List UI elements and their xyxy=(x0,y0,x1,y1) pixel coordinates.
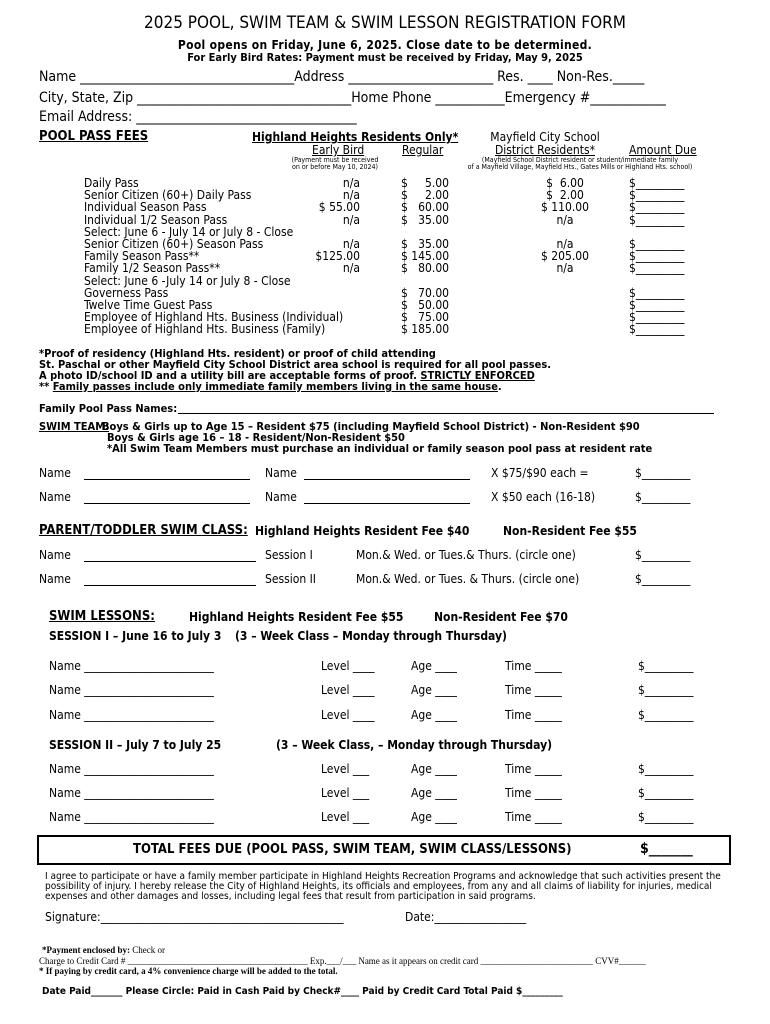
swim-team-name-label-4: Name xyxy=(265,490,297,504)
pool-row-regular: $ 80.00 xyxy=(401,261,450,276)
swim-team-name-field[interactable] xyxy=(84,479,250,480)
toddler-heading: PARENT/TODDLER SWIM CLASS: xyxy=(39,523,248,538)
pool-row-early: $ 55.00 xyxy=(318,200,360,215)
lesson-age-field[interactable]: Age ____ xyxy=(411,708,457,722)
lesson-level-field[interactable]: Level ____ xyxy=(321,708,375,722)
lesson-level-field[interactable]: Level ____ xyxy=(321,659,375,673)
pool-row-regular: $ 5.00 xyxy=(401,176,450,190)
toddler-amount-2[interactable]: $_________ xyxy=(635,572,691,586)
toddler-session-1: Session I xyxy=(265,548,313,562)
family-names-label: Family Pool Pass Names: xyxy=(39,402,178,415)
swim-team-name-field-3[interactable] xyxy=(84,503,250,504)
lesson-amount-field[interactable]: $_________ xyxy=(638,659,694,673)
toddler-name-label-1: Name xyxy=(39,548,71,562)
pool-row-amount[interactable]: $_________ xyxy=(629,200,685,215)
pool-row-regular: $ 2.00 xyxy=(401,188,450,203)
swim-team-amount-2[interactable]: $_________ xyxy=(635,490,691,504)
amount-due-col: Amount Due xyxy=(629,143,697,157)
contact-city-row[interactable]: City, State, Zip __________________________________Home Phone ___________Emergency #____________ xyxy=(39,90,666,106)
lesson-level-field[interactable]: Level ___ xyxy=(321,762,370,776)
pool-row-label: Select: June 6 -July 14 or July 8 - Close xyxy=(84,273,291,288)
toddler-days-2[interactable]: Mon.& Wed. or Tues. & Thurs. (circle one) xyxy=(356,572,580,586)
lesson-amount-field[interactable]: $_________ xyxy=(638,762,694,776)
waiver-line-1: I agree to participate or have a family member participate in Highland Heights Recreation Programs and acknowledge that such activities present the xyxy=(45,871,721,882)
pool-row-label: Family 1/2 Season Pass** xyxy=(84,261,221,276)
pool-row-mayfield: $ 205.00 xyxy=(540,249,590,264)
pool-row-label: Twelve Time Guest Pass xyxy=(84,298,213,312)
toddler-session-2: Session II xyxy=(265,572,316,586)
waiver-line-3: expenses and other damages and losses, including legal fees that result from participation in said programs. xyxy=(45,891,536,902)
lesson-time-field[interactable]: Time _____ xyxy=(505,683,562,697)
pool-row-amount[interactable]: $_________ xyxy=(629,188,685,203)
lesson-time-field[interactable]: Time _____ xyxy=(505,762,562,776)
toddler-name-field-2[interactable] xyxy=(84,585,256,586)
pool-row-regular: $ 35.00 xyxy=(401,212,450,227)
mayfield-sub: District Residents* xyxy=(494,143,596,157)
lesson-name-field[interactable]: Name ________________________ xyxy=(49,810,214,824)
lesson-name-field[interactable]: Name ________________________ xyxy=(49,683,214,697)
lesson-time-field[interactable]: Time _____ xyxy=(505,810,562,824)
lessons-heading: SWIM LESSONS: xyxy=(49,609,155,624)
lesson-amount-field[interactable]: $_________ xyxy=(638,683,694,697)
toddler-res-fee: Highland Heights Resident Fee $40 xyxy=(255,524,470,538)
pool-row-mayfield: n/a xyxy=(556,212,574,227)
pool-row-label: Individual Season Pass xyxy=(84,200,207,215)
pool-row-regular: $ 35.00 xyxy=(401,237,450,251)
pool-row-mayfield: $ 6.00 xyxy=(546,176,584,190)
date-field[interactable]: Date:_________________ xyxy=(405,910,527,924)
lessons-session-2-note: (3 – Week Class, – Monday through Thursday) xyxy=(276,738,553,752)
lesson-name-field[interactable]: Name ________________________ xyxy=(49,762,214,776)
payment-enclosed-label: *Payment enclosed by: xyxy=(42,945,130,955)
lesson-amount-field[interactable]: $_________ xyxy=(638,786,694,800)
pool-row-amount[interactable]: $_________ xyxy=(629,261,685,276)
regular-col: Regular xyxy=(402,143,444,157)
pool-pass-heading: POOL PASS FEES xyxy=(39,129,149,144)
convenience-charge-note: * If paying by credit card, a 4% convenience charge will be added to the total. xyxy=(39,966,338,976)
swim-team-fee-2: X $50 each (16-18) xyxy=(491,490,596,504)
swim-team-line-1: Boys & Girls up to Age 15 – Resident $75 (including Mayfield School District) - Non-Resident $90 xyxy=(102,420,640,433)
lesson-age-field[interactable]: Age ____ xyxy=(411,762,457,776)
family-note-text: Family passes include only immediate family members living in the same house xyxy=(52,380,498,393)
lesson-amount-field[interactable]: $_________ xyxy=(638,708,694,722)
pool-row-label: Governess Pass xyxy=(84,285,169,300)
pool-row-early: n/a xyxy=(342,261,360,276)
pool-row-amount[interactable]: $_________ xyxy=(629,237,685,251)
toddler-nonres-fee: Non-Resident Fee $55 xyxy=(503,524,637,538)
pool-row-label: Individual 1/2 Season Pass xyxy=(84,212,228,227)
pool-row-regular: $ 75.00 xyxy=(401,310,450,325)
swim-team-line-2: Boys & Girls age 16 – 18 - Resident/Non-Resident $50 xyxy=(107,431,405,444)
total-label: TOTAL FEES DUE (POOL PASS, SWIM TEAM, SWIM CLASS/LESSONS) xyxy=(133,842,572,857)
form-title: 2025 POOL, SWIM TEAM & SWIM LESSON REGISTRATION FORM xyxy=(144,13,626,33)
lesson-name-field[interactable]: Name ________________________ xyxy=(49,786,214,800)
contact-name-row[interactable]: Name __________________________________Address _______________________ Res. ____ Non-Res._____ xyxy=(39,69,645,85)
lesson-age-field[interactable]: Age ____ xyxy=(411,786,457,800)
swim-team-name-field-2[interactable] xyxy=(304,479,470,480)
pool-row-mayfield: n/a xyxy=(556,261,574,276)
credit-card-line[interactable]: Charge to Credit Card # ________________________________________ Exp.___/___ Name as it appears on credit card _________________________ CVV#______ xyxy=(39,956,646,966)
lesson-age-field[interactable]: Age ____ xyxy=(411,683,457,697)
waiver-line-2: possibility of injury. I hereby release the City of Highland Heights, its officials and employees, from any and all claims of liability for injuries, medical xyxy=(45,881,712,892)
lessons-res-fee: Highland Heights Resident Fee $55 xyxy=(189,610,404,624)
mayfield-heading: Mayfield City School xyxy=(490,130,600,144)
pool-row-mayfield: $ 110.00 xyxy=(540,200,590,215)
lesson-name-field[interactable]: Name ________________________ xyxy=(49,659,214,673)
pool-row-label: Senior Citizen (60+) Season Pass xyxy=(84,237,264,251)
pool-row-early: n/a xyxy=(342,176,360,190)
family-names-line[interactable] xyxy=(178,413,714,414)
pool-row-early: n/a xyxy=(342,188,360,203)
mayfield-note-1: (Mayfield School District resident or student/immediate family xyxy=(481,156,679,164)
early-bird-line: For Early Bird Rates: Payment must be received by Friday, May 9, 2025 xyxy=(187,51,583,64)
swim-team-fee-1: X $75/$90 each = xyxy=(491,466,589,480)
pool-row-regular: $ 145.00 xyxy=(401,249,450,264)
toddler-amount-1[interactable]: $_________ xyxy=(635,548,691,562)
total-amount[interactable]: $_______ xyxy=(640,841,693,857)
family-note xyxy=(39,380,502,393)
pool-row-regular: $ 50.00 xyxy=(401,298,450,312)
lesson-age-field[interactable]: Age ____ xyxy=(411,810,457,824)
pool-row-early: $125.00 xyxy=(315,249,360,264)
pool-row-label: Family Season Pass** xyxy=(84,249,200,264)
lesson-level-field[interactable]: Level ___ xyxy=(321,810,370,824)
pool-row-amount[interactable]: $_________ xyxy=(629,212,685,227)
toddler-days-1[interactable]: Mon.& Wed. or Tues.& Thurs. (circle one) xyxy=(356,548,576,562)
residency-note-1: *Proof of residency (Highland Hts. resident) or proof of child attending xyxy=(39,347,436,360)
contact-email-row[interactable]: Email Address: ___________________________________ xyxy=(39,109,357,125)
pool-row-regular: $ 70.00 xyxy=(401,285,450,300)
pool-row-label: Select: June 6 - July 14 or July 8 - Close xyxy=(84,224,294,239)
lesson-time-field[interactable]: Time _____ xyxy=(505,786,562,800)
lesson-level-field[interactable]: Level ___ xyxy=(321,786,370,800)
payment-enclosed xyxy=(42,945,165,955)
lessons-session-2: SESSION II – July 7 to July 25 xyxy=(49,738,222,752)
swim-team-name-label-2: Name xyxy=(265,466,297,480)
pool-row-early: n/a xyxy=(342,212,360,227)
photo-id-note: A photo ID/school ID and a utility bill are acceptable forms of proof. xyxy=(39,369,421,382)
lesson-age-field[interactable]: Age ____ xyxy=(411,659,457,673)
pool-row-amount[interactable]: $_________ xyxy=(629,298,685,312)
early-bird-col: Early Bird xyxy=(312,143,365,157)
early-note-1: (Payment must be received xyxy=(291,156,379,164)
swim-team-amount-1[interactable]: $_________ xyxy=(635,466,691,480)
payment-check-option[interactable]: Check or xyxy=(130,945,165,955)
lesson-name-field[interactable]: Name ________________________ xyxy=(49,708,214,722)
lessons-session-1-note: (3 – Week Class – Monday through Thursday) xyxy=(235,629,507,643)
swim-team-name-label-3: Name xyxy=(39,490,71,504)
residency-note-2: St. Paschal or other Mayfield City School District area school is required for all pool passes. xyxy=(39,358,551,371)
lessons-nonres-fee: Non-Resident Fee $70 xyxy=(434,610,568,624)
pool-row-regular: $ 185.00 xyxy=(401,322,450,337)
office-use-line[interactable]: Date Paid_______ Please Circle: Paid in Cash Paid by Check#____ Paid by Credit Card Total Paid $_________ xyxy=(42,986,563,997)
signature-field[interactable]: Signature:_____________________________________________ xyxy=(45,910,344,924)
family-note-star: ** xyxy=(39,380,53,393)
pool-row-amount[interactable]: $_________ xyxy=(629,322,685,337)
pool-row-label: Daily Pass xyxy=(84,176,139,190)
pool-row-amount[interactable]: $_________ xyxy=(629,249,685,264)
pool-row-amount[interactable]: $_________ xyxy=(629,285,685,300)
pool-row-label: Employee of Highland Hts. Business (Individual) xyxy=(84,310,344,325)
pool-row-regular: $ 60.00 xyxy=(401,200,450,215)
pool-row-early: n/a xyxy=(342,237,360,251)
hh-heading: Highland Heights Residents Only* xyxy=(252,130,459,144)
pool-row-label: Employee of Highland Hts. Business (Family) xyxy=(84,322,326,337)
swim-team-line-3: *All Swim Team Members must purchase an individual or family season pool pass at resident rate xyxy=(107,442,653,455)
mayfield-note-2: of a Mayfield Village, Mayfield Hts., Gates Mills or Highland Hts. school) xyxy=(467,163,693,171)
pool-row-mayfield: n/a xyxy=(556,237,574,251)
family-note-period: . xyxy=(497,380,502,393)
lesson-amount-field[interactable]: $_________ xyxy=(638,810,694,824)
lesson-level-field[interactable]: Level ____ xyxy=(321,683,375,697)
pool-row-mayfield: $ 2.00 xyxy=(546,188,584,203)
strictly-enforced: STRICTLY ENFORCED xyxy=(420,369,535,382)
lesson-time-field[interactable]: Time _____ xyxy=(505,659,562,673)
swim-team-label: SWIM TEAM: xyxy=(39,420,110,433)
toddler-name-label-2: Name xyxy=(39,572,71,586)
lesson-time-field[interactable]: Time _____ xyxy=(505,708,562,722)
toddler-name-field-1[interactable] xyxy=(84,561,256,562)
pool-row-amount[interactable]: $_________ xyxy=(629,310,685,325)
swim-team-name-label: Name xyxy=(39,466,71,480)
pool-row-amount[interactable]: $_________ xyxy=(629,176,685,190)
swim-team-name-field-4[interactable] xyxy=(304,503,470,504)
lessons-session-1: SESSION I – June 16 to July 3 xyxy=(49,629,222,643)
pool-open-line: Pool opens on Friday, June 6, 2025. Close date to be determined. xyxy=(177,38,593,52)
early-note-2: on or before May 10, 2024) xyxy=(291,163,379,171)
pool-row-label: Senior Citizen (60+) Daily Pass xyxy=(84,188,252,203)
